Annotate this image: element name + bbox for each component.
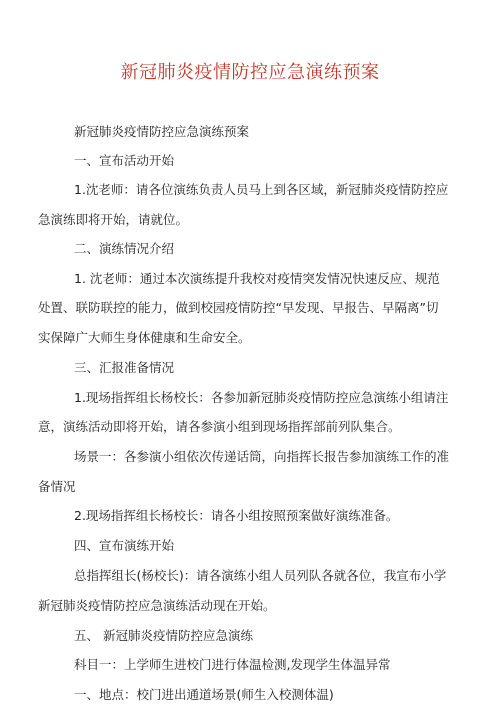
- paragraph-line: 意，演练活动即将开始，请各参演小组到现场指挥部前列队集合。: [38, 419, 401, 434]
- paragraph-line: 急演练即将开始，请就位。: [38, 212, 189, 227]
- paragraph-line: 备情况: [38, 479, 76, 494]
- section-heading: 五、 新冠肺炎疫情防控应急演练: [74, 628, 253, 643]
- paragraph-line: 处置、联防联控的能力，做到校园疫情防控“早发现、早报告、早隔离”切: [38, 300, 439, 315]
- paragraph-line: 总指挥组长(杨校长)：请各演练小组人员列队各就各位，我宣布小学: [74, 568, 447, 583]
- paragraph-line: 场景一：各参演小组依次传递话筒，向指挥长报告参加演练工作的准: [74, 449, 450, 464]
- paragraph-line: 2.现场指挥组长杨校长：请各小组按照预案做好演练准备。: [74, 508, 399, 523]
- paragraph-line: 1.现场指挥组长杨校长：各参加新冠肺炎疫情防控应急演练小组请注: [74, 390, 449, 405]
- paragraph-line: 科目一：上学师生进校门进行体温检测,发现学生体温异常: [74, 657, 391, 672]
- paragraph-line: 新冠肺炎疫情防控应急演练活动现在开始。: [38, 598, 276, 613]
- paragraph-line: 1. 沈老师：通过本次演练提升我校对疫情突发情况快速反应、规范: [74, 271, 440, 286]
- section-heading: 一、宣布活动开始: [74, 153, 175, 168]
- subtitle: 新冠肺炎疫情防控应急演练预案: [74, 124, 250, 139]
- section-heading: 二、演练情况介绍: [74, 241, 175, 256]
- paragraph-line: 实保障广大师生身体健康和生命安全。: [38, 330, 251, 345]
- paragraph-line: 1.沈老师：请各位演练负责人员马上到各区域，新冠肺炎疫情防控应: [74, 182, 449, 197]
- document-title: 新冠肺炎疫情防控应急演练预案: [120, 62, 380, 83]
- paragraph-line: 一、地点：校门进出通道场景(师生入校测体温): [74, 687, 334, 702]
- section-heading: 四、宣布演练开始: [74, 538, 175, 553]
- section-heading: 三、汇报准备情况: [74, 360, 175, 375]
